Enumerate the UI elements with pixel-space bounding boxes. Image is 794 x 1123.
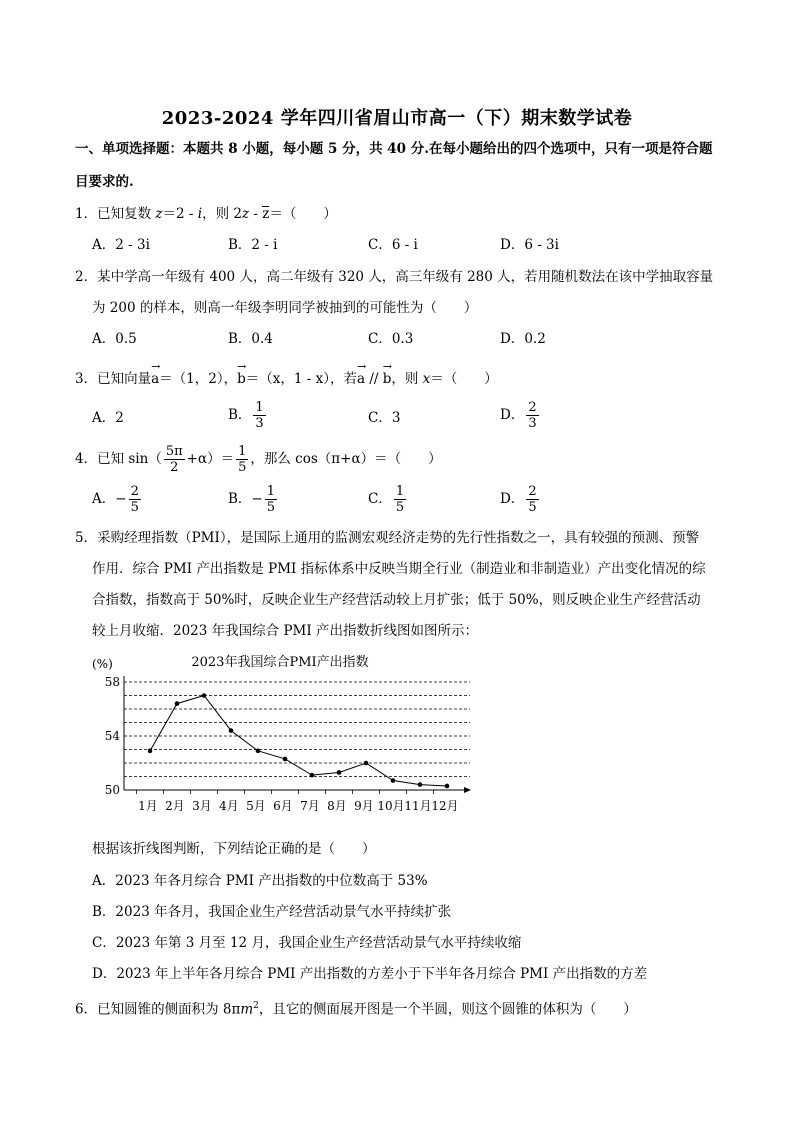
y-tick-label: 50 <box>104 783 120 797</box>
fraction-numerator: 1 <box>266 484 276 499</box>
q3-option-c: C．3 <box>368 410 401 426</box>
q3-vector-a: → a <box>151 366 159 388</box>
q4-text-2: +α）＝ <box>186 451 235 467</box>
x-tick-label: 8月 <box>327 799 347 813</box>
x-tick-label: 4月 <box>219 799 239 813</box>
q2-option-a: A．0.5 <box>92 331 137 347</box>
x-tick-label: 7月 <box>300 799 320 813</box>
question-3-stem <box>75 366 498 388</box>
section-heading-line1: 一、单项选择题：本题共 8 小题，每小题 5 分，共 40 分.在每小题给出的四个选项中，只有一项是符合题 <box>75 141 713 157</box>
q3-option-a: A．2 <box>92 410 124 426</box>
fraction-numerator: 2 <box>130 484 139 499</box>
data-point <box>175 701 180 706</box>
question-2-line1: 2．某中学高一年级有 400 人，高二年级有 320 人，高三年级有 280 人，若用随机数法在该中学抽取容量 <box>75 269 714 285</box>
data-point <box>445 784 450 789</box>
x-tick-label: 12月 <box>431 799 459 813</box>
data-point <box>148 749 153 754</box>
fraction-numerator: 2 <box>528 400 537 415</box>
fraction-numerator: 1 <box>255 400 264 415</box>
q6-text-1: 6．已知圆锥的侧面积为 8π <box>75 1001 241 1018</box>
x-tick-label: 5月 <box>246 799 266 813</box>
q6-exponent: 2 <box>253 1001 259 1011</box>
q4-fraction-1-5 <box>236 444 248 475</box>
q6-unit-m: m <box>240 1001 254 1018</box>
page-title: 2023-2024 学年四川省眉山市高一（下）期末数学试卷 <box>161 108 633 129</box>
q3-text-3: ＝（x，1 - x），若 <box>245 371 357 387</box>
q2-option-b: B．0.4 <box>228 331 273 347</box>
q4-text-1: 4．已知 sin（ <box>75 451 162 467</box>
data-point <box>283 757 288 762</box>
q1-var-i: i <box>197 206 203 222</box>
q4-option-a-fraction <box>129 484 141 515</box>
x-tick-label: 3月 <box>192 799 212 813</box>
q1-option-b: B．2 - i <box>228 237 278 253</box>
q4-option-b <box>228 484 279 515</box>
q4-option-d-label: D． <box>500 491 525 507</box>
data-point <box>418 782 423 787</box>
q1-var-z2: z <box>241 206 250 222</box>
q5-option-d: D．2023 年上半年各月综合 PMI 产出指数的方差小于下半年各月综合 PMI 产出指数的方差 <box>92 966 648 982</box>
data-point <box>229 728 234 733</box>
y-axis-unit-label: (%) <box>92 657 113 671</box>
q4-option-a-label: A．− <box>92 491 127 507</box>
q3-option-d-label: D． <box>500 407 525 423</box>
question-5-line1: 5．采购经理指数（PMI），是国际上通用的监测宏观经济走势的先行性指数之一，具有较强的预测、预警 <box>75 530 700 546</box>
x-tick-label: 1月 <box>138 799 158 813</box>
q3-text-1: 3．已知向量 <box>75 371 152 387</box>
fraction-denominator: 5 <box>395 500 405 515</box>
x-tick-label: 6月 <box>273 799 293 813</box>
question-5-line4: 较上月收缩．2023 年我国综合 PMI 产出指数折线图如图所示： <box>92 623 478 639</box>
q2-option-c: C．0.3 <box>368 331 414 347</box>
q4-option-d <box>500 484 541 515</box>
section-heading-line2: 目要求的. <box>75 174 134 190</box>
y-tick-label: 54 <box>104 729 120 743</box>
q4-option-b-fraction <box>265 484 277 515</box>
fraction-denominator: 5 <box>528 500 537 515</box>
q1-zbar: z <box>262 206 270 222</box>
q1-text-d: - <box>249 206 263 222</box>
fraction-denominator: 5 <box>238 460 247 475</box>
q1-var-z: z <box>155 206 163 222</box>
q3-option-b <box>228 400 268 431</box>
data-point <box>391 778 396 783</box>
question-5-line3: 合指数，指数高于 50%时，反映企业生产经营活动较上月扩张；低于 50%，则反映企业生产经营活动 <box>92 592 701 608</box>
data-point <box>256 749 261 754</box>
data-point <box>202 693 207 698</box>
x-tick-label: 9月 <box>354 799 374 813</box>
fraction-denominator: 5 <box>266 500 276 515</box>
q3-option-d <box>500 400 541 431</box>
fraction-denominator: 3 <box>528 416 537 431</box>
question-5-line2: 作用．综合 PMI 产出指数是 PMI 指标体系中反映当期全行业（制造业和非制造业）产出变化情况的综 <box>92 561 706 577</box>
fraction-denominator: 5 <box>130 500 139 515</box>
q2-option-d: D．0.2 <box>500 331 546 347</box>
q3-vector-b: → b <box>237 366 246 388</box>
fraction-numerator: 1 <box>395 484 405 499</box>
q3-option-d-fraction <box>526 400 538 431</box>
q3-text-2: ＝（1，2）， <box>159 371 238 387</box>
y-tick-labels <box>105 675 121 797</box>
q1-text-e: ＝（ ） <box>269 206 337 222</box>
fraction-numerator: 2 <box>528 484 537 499</box>
data-point <box>337 770 342 775</box>
q3-option-b-label: B． <box>228 407 252 423</box>
q3-vector-a2: → a <box>357 366 365 388</box>
q4-option-c <box>368 484 408 515</box>
y-tick-label: 58 <box>104 675 120 689</box>
q3-text-5: ，则 <box>391 371 423 387</box>
q4-option-c-fraction <box>394 484 406 515</box>
q4-text-3: ，那么 cos（π+α）＝（ ） <box>250 451 442 467</box>
q1-text-a: 1．已知复数 <box>75 206 156 222</box>
x-tick-labels <box>138 799 458 813</box>
q4-option-b-label: B．− <box>228 491 263 507</box>
fraction-numerator: 1 <box>238 444 247 459</box>
x-tick-label: 10月 <box>377 799 405 813</box>
data-point <box>310 773 315 778</box>
x-tick-label: 2月 <box>165 799 185 813</box>
chart-title: 2023年我国综合PMI产出指数 <box>191 655 369 670</box>
q4-option-c-label: C． <box>368 491 392 507</box>
q5-option-b: B．2023 年各月，我国企业生产经营活动景气水平持续扩张 <box>92 904 452 920</box>
question-4-stem <box>75 444 442 475</box>
q1-option-c: C．6 - i <box>368 237 418 253</box>
x-axis-arrow <box>464 787 471 793</box>
q5-option-c: C．2023 年第 3 月至 12 月，我国企业生产经营活动景气水平持续收缩 <box>92 935 522 951</box>
q3-var-x: x <box>422 371 431 387</box>
q4-fraction-5pi-2 <box>164 444 185 475</box>
q3-text-6: ＝（ ） <box>430 371 498 387</box>
q1-text-c: ，则 2 <box>202 206 242 222</box>
fraction-numerator: 5π <box>165 444 183 459</box>
fraction-denominator: 3 <box>255 416 264 431</box>
pmi-line-chart <box>90 650 480 828</box>
q6-text-2: ，且它的侧面展开图是一个半圆，则这个圆锥的体积为（ ） <box>258 1001 637 1018</box>
fraction-denominator: 2 <box>170 460 179 475</box>
q3-vector-b2: → b <box>383 366 392 388</box>
question-6-stem <box>75 997 637 1019</box>
q1-text-b: ＝2 - <box>162 206 198 222</box>
q1-option-a: A．2 - 3i <box>92 237 150 253</box>
question-1-stem <box>75 205 337 223</box>
question-5-ask: 根据该折线图判断，下列结论正确的是（ ） <box>92 841 376 857</box>
q3-text-4: // <box>365 371 383 387</box>
q5-option-a: A．2023 年各月综合 PMI 产出指数的中位数高于 53% <box>92 873 428 889</box>
data-point <box>364 761 369 766</box>
q4-option-d-fraction <box>526 484 538 515</box>
q3-option-b-fraction <box>253 400 265 431</box>
series-points <box>148 693 450 788</box>
chart-gridlines <box>124 682 470 777</box>
x-tick-label: 11月 <box>404 799 432 813</box>
q4-option-a <box>92 484 143 515</box>
q1-option-d: D．6 - 3i <box>500 237 559 253</box>
question-2-line2: 为 200 的样本，则高一年级李明同学被抽到的可能性为（ ） <box>92 300 478 316</box>
